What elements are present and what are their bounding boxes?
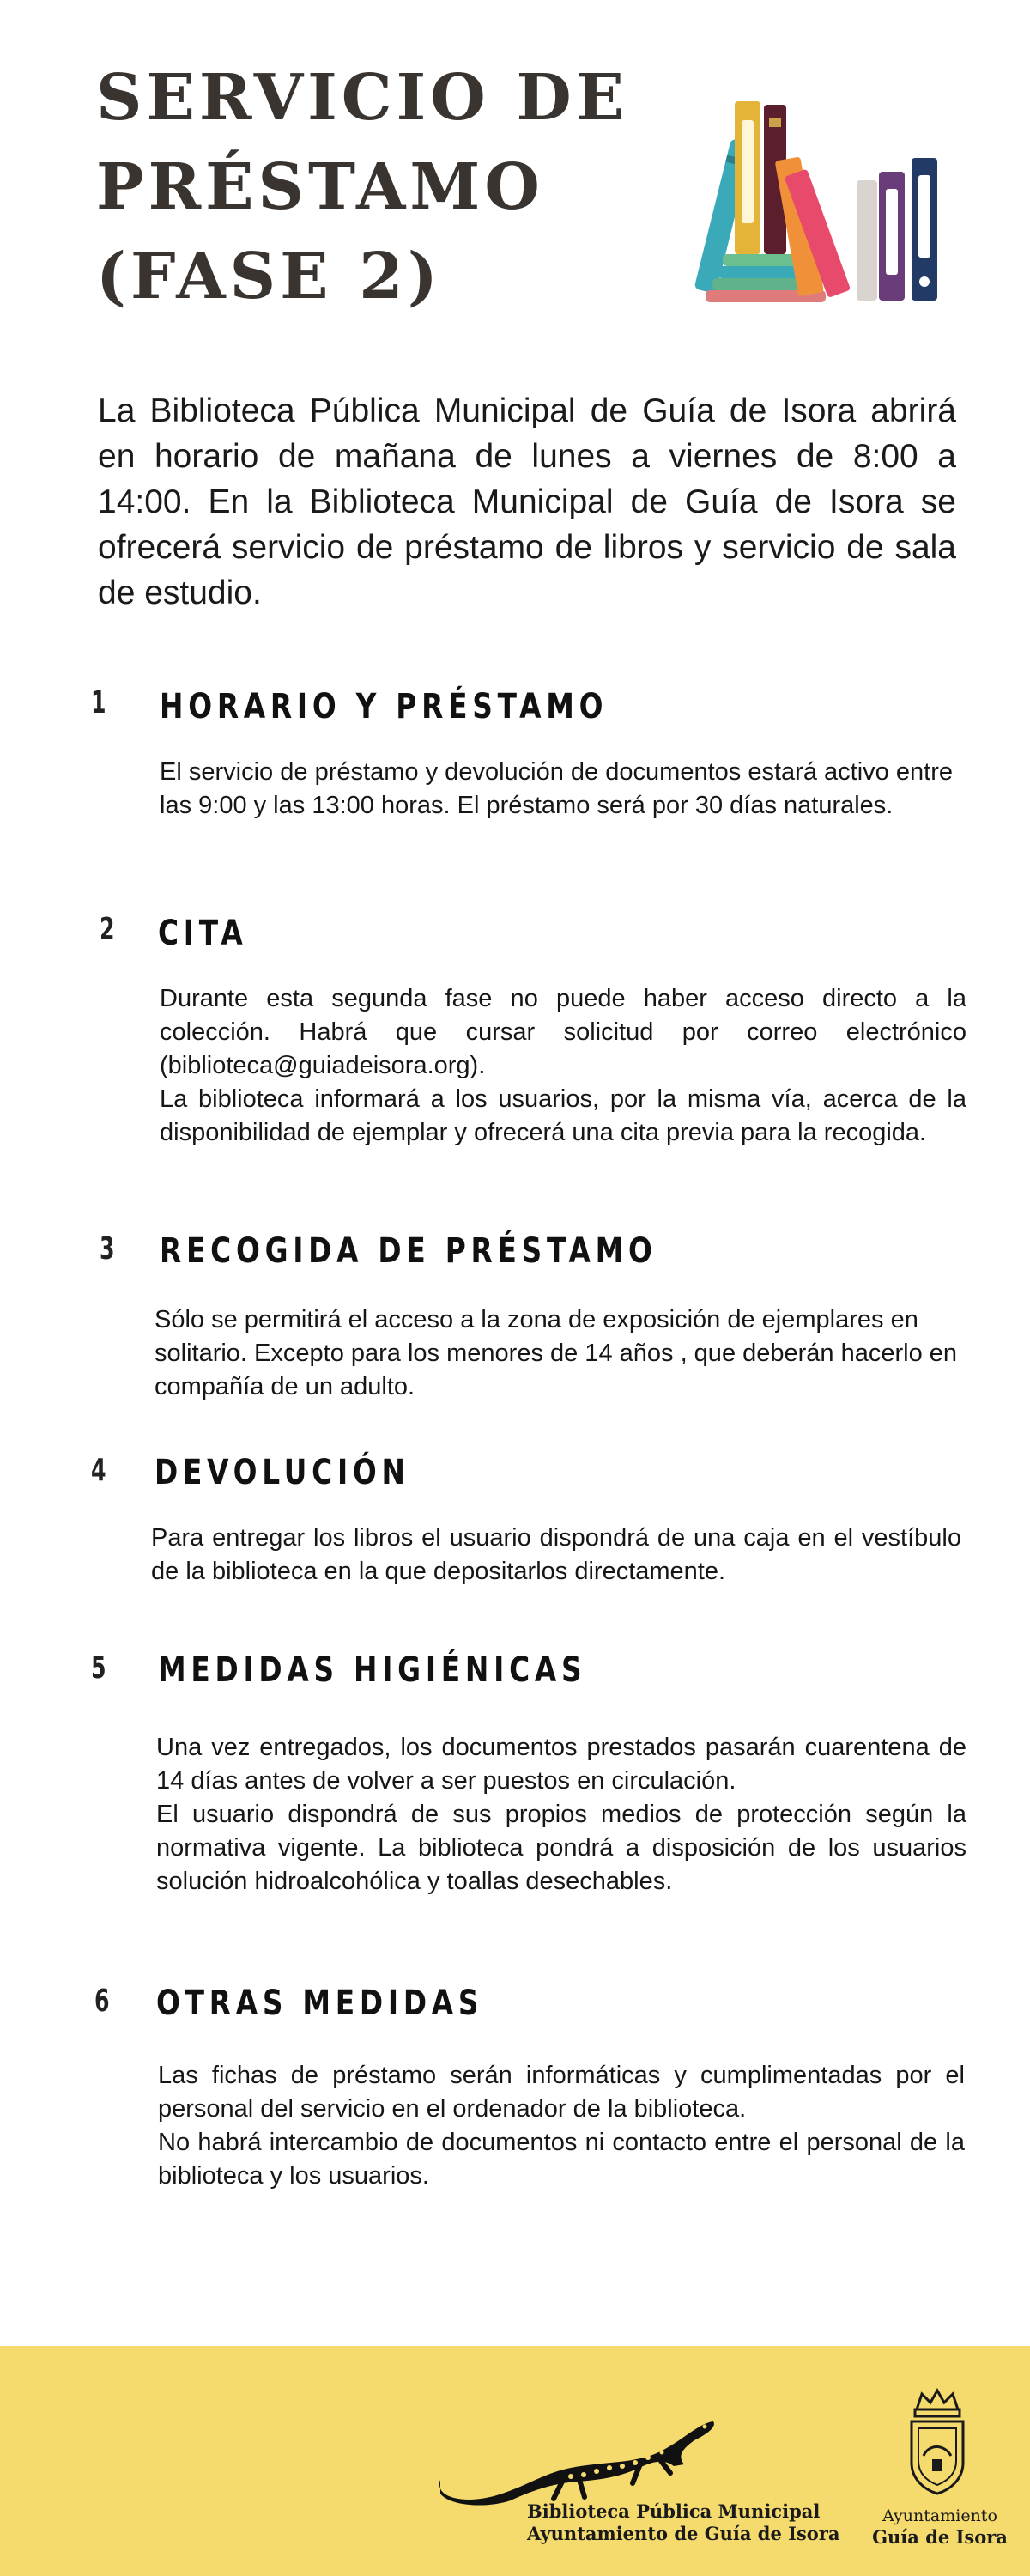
coat-of-arms-icon xyxy=(903,2387,972,2499)
section-paragraph: Sólo se permitirá el acceso a la zona de exposición de ejemplares en solitario. Excepto para los menores de 14 años , que deberán hacerlo en compañía de un adulto. xyxy=(154,1306,958,1400)
ayuntamiento-line-2: Guía de Isora xyxy=(872,2526,1008,2548)
section-paragraph: Durante esta segunda fase no puede haber acceso directo a la colección. Habrá que cursar solicitud por correo electrónico (biblioteca@guiadeisora.org). xyxy=(160,985,966,1079)
ayuntamiento-name xyxy=(867,2506,1013,2549)
section-paragraph: El usuario dispondrá de sus propios medios de protección según la normativa vigente. La biblioteca pondrá a disposición de los usuarios solución hidroalcohólica y toallas desechables. xyxy=(156,1801,966,1895)
library-name-line-2: Ayuntamiento de Guía de Isora xyxy=(527,2523,840,2544)
ayuntamiento-line-1: Ayuntamiento xyxy=(882,2506,997,2525)
lizard-logo-icon xyxy=(433,2404,717,2507)
section-body xyxy=(156,1731,966,1899)
section-number: 3 xyxy=(100,1231,115,1267)
section-paragraph: No habrá intercambio de documentos ni contacto entre el personal de la biblioteca y los usuarios. xyxy=(158,2129,965,2190)
section-paragraph: Para entregar los libros el usuario dispondrá de una caja en el vestíbulo de la biblioteca en la que depositarlos directamente. xyxy=(151,1524,961,1585)
title-line-2: PRÉSTAMO xyxy=(96,150,544,224)
section-paragraph: Una vez entregados, los documentos prestados pasarán cuarentena de 14 días antes de volver a ser puestos en circulación. xyxy=(156,1734,966,1795)
section-heading: RECOGIDA DE PRÉSTAMO xyxy=(160,1231,657,1271)
section-heading: HORARIO Y PRÉSTAMO xyxy=(160,687,609,726)
section-number: 2 xyxy=(100,912,115,947)
section-number: 4 xyxy=(91,1453,106,1488)
section-number: 5 xyxy=(91,1650,106,1686)
section-number: 6 xyxy=(94,1984,110,2019)
library-name xyxy=(527,2500,853,2545)
section-paragraph: Las fichas de préstamo serán informáticas y cumplimentadas por el personal del servicio en el ordenador de la biblioteca. xyxy=(158,2062,965,2123)
library-name-line-1: Biblioteca Pública Municipal xyxy=(527,2500,821,2522)
books-illustration-icon xyxy=(670,86,970,309)
section-number: 1 xyxy=(91,685,106,720)
title-line-1: SERVICIO DE xyxy=(96,61,629,135)
section-body xyxy=(160,982,966,1150)
title-line-3: (FASE 2) xyxy=(96,240,442,313)
section-paragraph: La biblioteca informará a los usuarios, por la misma vía, acerca de la disponibilidad de ejemplar y ofrecerá una cita previa para la recogida. xyxy=(160,1085,966,1146)
section-heading: MEDIDAS HIGIÉNICAS xyxy=(158,1650,587,1690)
page-title xyxy=(96,53,645,321)
section-heading: CITA xyxy=(158,914,248,953)
section-body xyxy=(151,1522,961,1589)
section-heading: DEVOLUCIÓN xyxy=(154,1453,410,1492)
section-paragraph: El servicio de préstamo y devolución de documentos estará activo entre las 9:00 y las 13:00 horas. El préstamo será por 30 días naturales. xyxy=(160,758,953,819)
section-heading: OTRAS MEDIDAS xyxy=(156,1984,484,2023)
section-body xyxy=(154,1303,961,1404)
section-body xyxy=(158,2059,965,2193)
intro-paragraph: La Biblioteca Pública Municipal de Guía de Isora abrirá en horario de mañana de lunes a viernes de 8:00 a 14:00. En la Biblioteca Municipal de Guía de Isora se ofrecerá servicio de préstamo de libros y servicio de sala de estudio. xyxy=(98,392,956,611)
section-body xyxy=(160,756,953,823)
